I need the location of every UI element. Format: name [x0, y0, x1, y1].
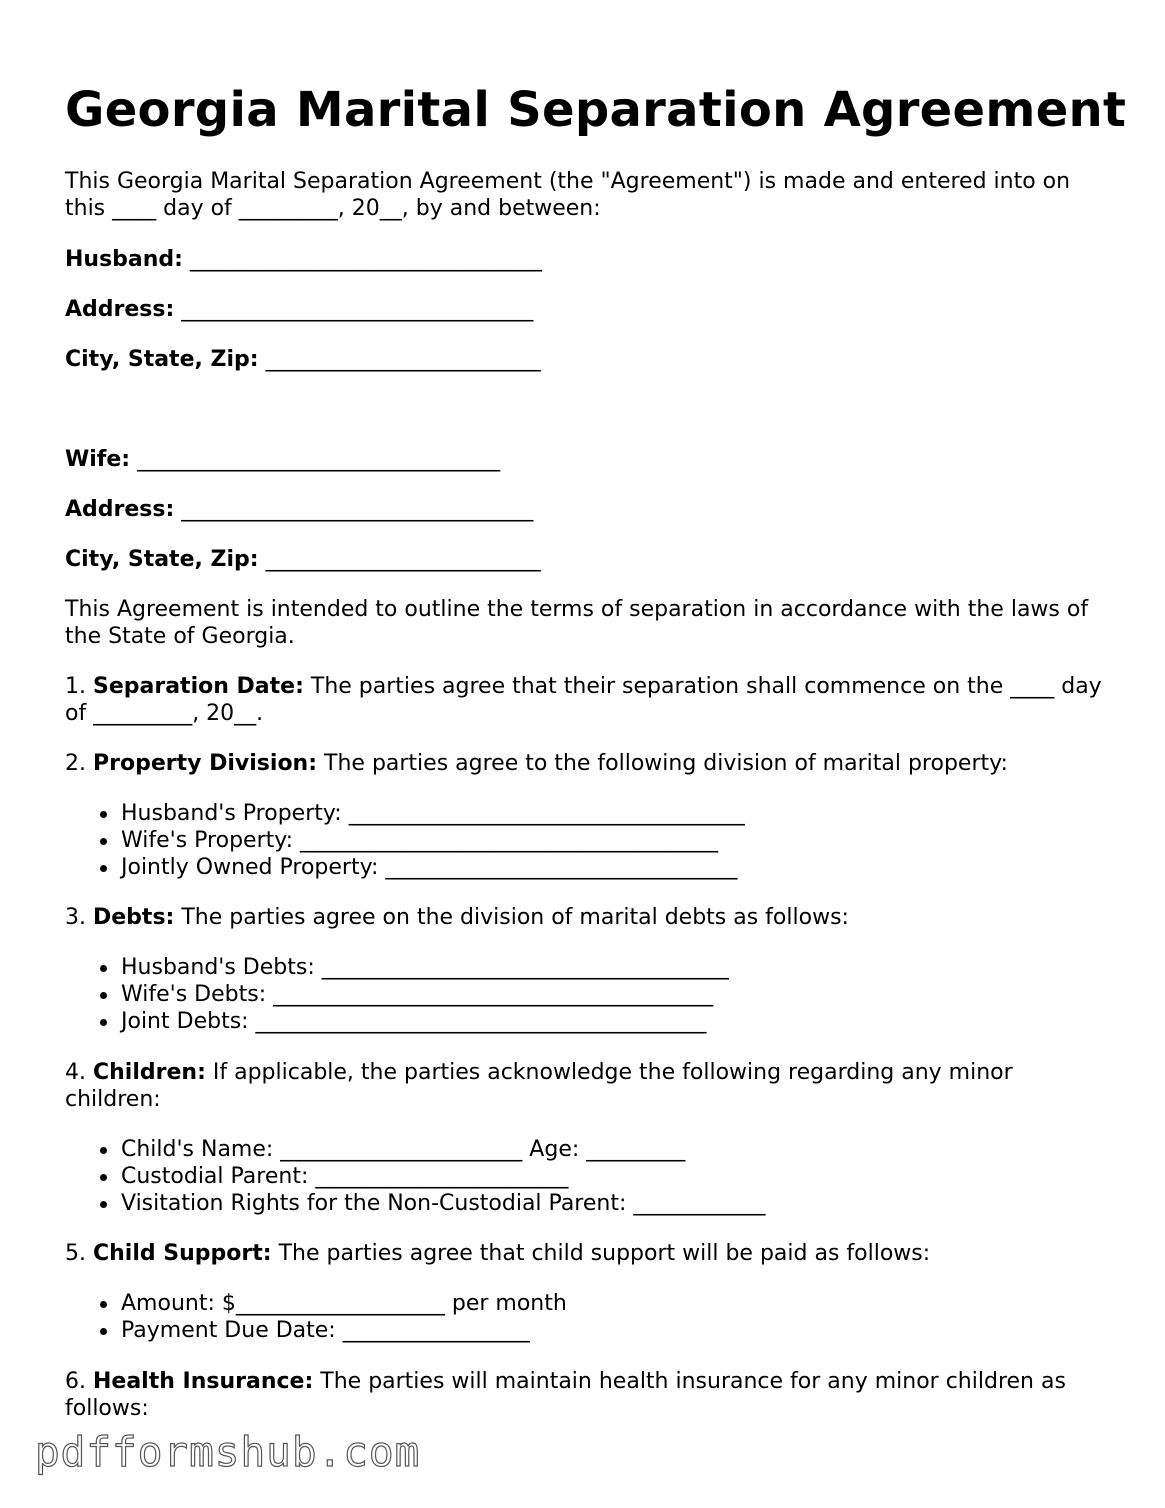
section-number: 5.	[65, 1241, 86, 1266]
husband-address-label: Address:	[65, 297, 175, 322]
list-item: Payment Due Date: _________________	[121, 1317, 1121, 1344]
wife-city-state-zip-blank: _________________________	[265, 547, 541, 572]
husband-city-state-zip-label: City, State, Zip:	[65, 347, 259, 372]
wife-name-line	[65, 446, 1115, 473]
list-item: Husband's Debts: _____________________________________	[121, 954, 1121, 981]
section-heading: Property Division:	[93, 751, 318, 776]
husband-city-state-zip-blank: _________________________	[265, 347, 541, 372]
section-property-division	[65, 750, 1115, 777]
section-text: The parties agree on the division of marital debts as follows:	[181, 905, 849, 930]
intro-paragraph: This Georgia Marital Separation Agreement (the "Agreement") is made and entered into on this ____ day of _________, 20__, by and between:	[65, 169, 1071, 221]
list-item: Husband's Property: ____________________________________	[121, 800, 1121, 827]
list-item: Amount: $___________________ per month	[121, 1290, 1121, 1317]
wife-name-blank: _________________________________	[137, 447, 501, 472]
debts-list	[65, 954, 1121, 1035]
section-heading: Separation Date:	[93, 674, 304, 699]
wife-address-blank: ________________________________	[181, 497, 534, 522]
section-number: 1.	[65, 674, 86, 699]
husband-name-line	[65, 246, 1115, 273]
wife-address-label: Address:	[65, 497, 175, 522]
section-text: The parties agree that their separation shall commence on the ____ day of _________, 20__.	[65, 674, 1102, 726]
child-support-list	[65, 1290, 1121, 1344]
wife-name-label: Wife:	[65, 447, 131, 472]
property-list	[65, 800, 1121, 881]
section-heading: Children:	[93, 1060, 206, 1085]
section-number: 3.	[65, 905, 86, 930]
husband-address-blank: ________________________________	[181, 297, 534, 322]
section-debts	[65, 904, 1115, 931]
list-item: Visitation Rights for the Non-Custodial Parent: ____________	[121, 1190, 1121, 1217]
husband-name-label: Husband:	[65, 247, 183, 272]
section-text: If applicable, the parties acknowledge the following regarding any minor children:	[65, 1060, 1013, 1112]
wife-address-line	[65, 496, 1115, 523]
section-health-insurance	[65, 1368, 1115, 1422]
wife-city-state-zip-line	[65, 546, 1115, 573]
husband-name-blank: ________________________________	[189, 247, 542, 272]
watermark-text: pdfformshub.com	[35, 1428, 421, 1476]
document-title: Georgia Marital Separation Agreement	[65, 82, 1127, 138]
section-text: The parties agree to the following division of marital property:	[324, 751, 1008, 776]
husband-address-line	[65, 296, 1115, 323]
section-heading: Debts:	[93, 905, 175, 930]
list-item: Joint Debts: _________________________________________	[121, 1008, 1121, 1035]
husband-city-state-zip-line	[65, 346, 1115, 373]
purpose-paragraph: This Agreement is intended to outline the terms of separation in accordance with the laws of the State of Georgia.	[65, 597, 1089, 649]
section-children	[65, 1059, 1115, 1113]
section-child-support	[65, 1240, 1115, 1267]
section-number: 4.	[65, 1060, 86, 1085]
section-number: 2.	[65, 751, 86, 776]
list-item: Child's Name: ______________________ Age: _________	[121, 1136, 1121, 1163]
wife-city-state-zip-label: City, State, Zip:	[65, 547, 259, 572]
list-item: Wife's Debts: ________________________________________	[121, 981, 1121, 1008]
list-item: Jointly Owned Property: ________________________________	[121, 854, 1121, 881]
section-heading: Health Insurance:	[93, 1369, 314, 1394]
list-item: Custodial Parent: _______________________	[121, 1163, 1121, 1190]
list-item: Wife's Property: ______________________________________	[121, 827, 1121, 854]
section-text: The parties will maintain health insurance for any minor children as follows:	[65, 1369, 1066, 1421]
section-heading: Child Support:	[93, 1241, 272, 1266]
section-text: The parties agree that child support will be paid as follows:	[278, 1241, 931, 1266]
section-separation-date	[65, 673, 1115, 727]
children-list	[65, 1136, 1121, 1217]
section-number: 6.	[65, 1369, 86, 1394]
